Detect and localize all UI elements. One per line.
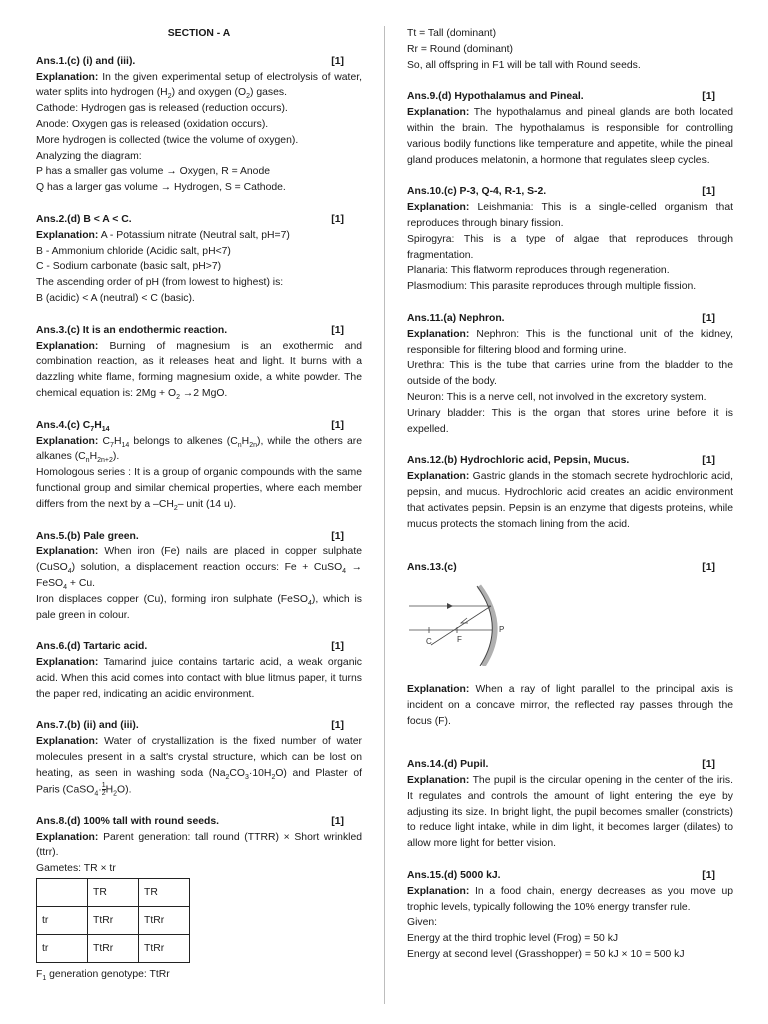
explanation-label: Explanation:	[36, 736, 99, 748]
table-cell: TR	[88, 878, 139, 906]
marks: [1]	[702, 91, 715, 103]
explanation: Explanation: $C_7H_{14}$ belongs to alkenes $(C_nH_{2n})$, while the others are alkanes $(C_nH_{2n+2})$.	[36, 435, 363, 465]
answer-heading: Ans.1.(c) (i) and (iii).	[36, 55, 136, 67]
answer-heading: Ans.6.(d) Tartaric acid.	[36, 641, 148, 653]
answer-heading: Ans.11.(a) Nephron.	[407, 312, 505, 324]
explanation: Explanation: Nephron: This is the functional unit of the kidney, responsible for filtering blood and forming urine.	[407, 328, 733, 356]
marks: [1]	[702, 562, 715, 574]
explanation-line: B - Ammonium chloride (Acidic salt, pH<7)	[36, 245, 231, 257]
answer-heading: Ans.8.(d) 100% tall with round seeds.	[36, 815, 220, 827]
table-cell: TtRr	[88, 934, 139, 962]
explanation: Explanation: Water of crystallization is the fixed number of water molecules present in a salt's crystal structure, which can be lost on heating, as seen in washing soda $(Na_2CO_3\cdot 10H_2O)$ and Plaster of Paris (CaSO$_4$· $\frac{1}{2}$ $H_2O$).	[36, 736, 363, 797]
answer-heading: Ans.2.(d) B < A < C.	[36, 213, 132, 225]
explanation-line: C - Sodium carbonate (basic salt, pH>7)	[36, 261, 222, 273]
explanation-line: Urethra: This is the tube that carries urine from the bladder to the outside of the body.	[407, 360, 733, 388]
table-row	[37, 934, 190, 962]
explanation-paragraph: Iron displaces copper (Cu), forming iron sulphate (FeSO$_4$), which is pale green in colour.	[36, 593, 362, 621]
table-cell: TR	[139, 878, 190, 906]
label-p: P	[499, 625, 505, 635]
explanation: Explanation: When a ray of light parallel to the principal axis is incident on a concave mirror, the reflected ray passes through the focus (F).	[407, 683, 733, 727]
explanation-label: Explanation:	[36, 831, 99, 843]
explanation-line: Q has a larger gas volume → Hydrogen, S = Cathode.	[36, 182, 286, 194]
explanation-label: Explanation:	[36, 546, 99, 558]
answer-10	[407, 184, 733, 295]
explanation-label: Explanation:	[407, 471, 470, 483]
answer-8-continued	[407, 26, 733, 73]
answer-2	[36, 212, 362, 307]
explanation: Explanation: Gastric glands in the stomach secrete hydrochloric acid, pepsin, and mucus. Hydrochloric acid creates an acidic environment that activates pepsin. Pepsin is an enzyme that digests proteins, while mucus protects the stomach lining from the acid.	[407, 471, 734, 530]
explanation-line: Urinary bladder: This is the organ that stores urine before it is expelled.	[407, 407, 733, 435]
concave-mirror-diagram	[407, 582, 733, 666]
answer-heading: Ans.10.(c) P-3, Q-4, R-1, S-2.	[407, 186, 547, 198]
column-divider	[384, 26, 385, 1004]
punnett-square	[36, 878, 190, 963]
explanation-label: Explanation:	[407, 202, 470, 214]
explanation: Explanation: A - Potassium nitrate (Neutral salt, pH=7)	[36, 229, 290, 241]
answer-9	[407, 89, 733, 168]
answer-heading: Ans.9.(d) Hypothalamus and Pineal.	[407, 91, 584, 103]
answer-heading: Ans.15.(d) 5000 kJ.	[407, 870, 501, 882]
explanation-line: Analyzing the diagram:	[36, 150, 142, 162]
answer-heading: Ans.4.(c) $C_7H_{14}$	[36, 419, 110, 433]
arrow-head-icon	[461, 618, 468, 623]
answer-3	[36, 323, 362, 402]
section-title: SECTION - A	[167, 28, 231, 39]
answer-14	[407, 757, 733, 852]
explanation: Explanation: The hypothalamus and pineal glands are both located within the brain. The hypothalamus is responsible for controlling various bodily functions like temperature and appetite, while the pineal gland produces melatonin, a hormone that regulates sleep cycles.	[407, 107, 733, 166]
table-cell: tr	[37, 934, 88, 962]
marks: [1]	[331, 213, 344, 225]
explanation: Explanation: When iron (Fe) nails are placed in copper sulphate (CuSO$_4$) solution, a displacement reaction occurs: Fe + CuSO$_4$ → FeSO$_4$ + Cu.	[36, 546, 362, 591]
f1-genotype-line: $F_1$ generation genotype: TtRr	[36, 968, 170, 982]
marks: [1]	[331, 324, 344, 336]
left-column	[36, 26, 362, 983]
answer-15	[407, 868, 733, 963]
answer-11	[407, 311, 733, 437]
table-cell: TtRr	[139, 934, 190, 962]
explanation-label: Explanation:	[36, 657, 99, 669]
explanation-line: Plasmodium: This parasite reproduces through multiple fission.	[407, 281, 697, 293]
explanation: Explanation: The pupil is the circular opening in the center of the iris. It regulates and controls the amount of light entering the eye by adjusting its size. In bright light, the pupil becomes smaller (constricts) to reduce light intake, while in dim light, it becomes larger (dilates) to allow more light for better vision.	[407, 775, 733, 850]
answer-8	[36, 814, 362, 983]
marks: [1]	[331, 419, 344, 431]
explanation-label: Explanation:	[36, 435, 99, 447]
answer-heading: Ans.13.(c)	[407, 562, 457, 574]
answer-12	[407, 453, 733, 532]
explanation-label: Explanation:	[407, 885, 470, 897]
explanation-paragraph: Homologous series : It is a group of organic compounds with the same functional group and similar chemical properties, where each member differs from the next by a $-CH_2-$ unit (14 u).	[36, 467, 362, 512]
answer-heading: Ans.7.(b) (ii) and (iii).	[36, 720, 139, 732]
explanation: Explanation: Parent generation: tall round (TTRR) × Short wrinkled (ttrr).	[36, 831, 363, 859]
answer-1	[36, 54, 362, 196]
answer-4	[36, 418, 362, 513]
marks: [1]	[331, 530, 344, 542]
marks: [1]	[331, 55, 344, 67]
answer-heading: Ans.14.(d) Pupil.	[407, 759, 489, 771]
table-cell: tr	[37, 906, 88, 934]
explanation: Explanation: In a food chain, energy decreases as you move up trophic levels, typically following the 10% energy transfer rule.	[407, 885, 733, 913]
answer-heading: Ans.12.(b) Hydrochloric acid, Pepsin, Mucus.	[407, 455, 630, 467]
table-cell: TtRr	[139, 906, 190, 934]
fraction: $\frac{1}{2}$	[101, 781, 106, 797]
explanation-line: More hydrogen is collected (twice the volume of oxygen).	[36, 134, 299, 146]
answer-heading: Ans.5.(b) Pale green.	[36, 530, 139, 542]
table-cell: TtRr	[88, 906, 139, 934]
explanation-line: The ascending order of pH (from lowest to highest) is:	[36, 277, 284, 289]
label-c: C	[426, 637, 432, 647]
answer-6	[36, 639, 362, 702]
explanation-line: B (acidic) < A (neutral) < C (basic).	[36, 292, 195, 304]
explanation-line: Spirogyra: This is a type of algae that reproduces through fragmentation.	[407, 233, 733, 261]
explanation-line: Given:	[407, 917, 438, 929]
explanation-line: Neuron: This is a nerve cell, not involved in the excretory system.	[407, 391, 707, 403]
marks: [1]	[702, 455, 715, 467]
explanation-line: Rr = Round (dominant)	[407, 43, 513, 55]
explanation-line: Cathode: Hydrogen gas is released (reduction occurs).	[36, 103, 288, 115]
marks: [1]	[331, 641, 344, 653]
explanation-label: Explanation:	[407, 328, 470, 340]
explanation-label: Explanation:	[407, 683, 470, 695]
explanation-line: P has a smaller gas volume → Oxygen, R = Anode	[36, 166, 271, 178]
answer-heading: Ans.3.(c) It is an endothermic reaction.	[36, 324, 228, 336]
label-f: F	[457, 635, 462, 645]
table-row	[37, 878, 190, 906]
explanation-label: Explanation:	[36, 229, 99, 241]
explanation: Explanation: Tamarind juice contains tartaric acid, a weak organic acid. When this acid comes into contact with blue litmus paper, it turns the paper red, indicating an acidic environment.	[36, 657, 362, 700]
table-row	[37, 906, 190, 934]
explanation-line: So, all offspring in F1 will be tall with Round seeds.	[407, 59, 641, 71]
explanation-line: Energy at second level (Grasshopper) = 50 kJ × 10 = 500 kJ	[407, 949, 685, 961]
explanation-label: Explanation:	[407, 107, 470, 119]
explanation: Explanation: Leishmania: This is a single-celled organism that reproduces through binary fission.	[407, 202, 733, 229]
explanation-label: Explanation:	[36, 71, 99, 83]
explanation-line: Energy at the third trophic level (Frog) = 50 kJ	[407, 933, 619, 945]
marks: [1]	[702, 186, 715, 198]
marks: [1]	[702, 870, 715, 882]
arrow-head-icon	[447, 603, 453, 609]
explanation-label: Explanation:	[36, 340, 99, 352]
explanation-line: Tt = Tall (dominant)	[407, 28, 497, 39]
answer-7	[36, 718, 362, 797]
marks: [1]	[331, 720, 344, 732]
table-cell	[37, 878, 88, 906]
answer-5	[36, 529, 362, 624]
marks: [1]	[702, 759, 715, 771]
explanation: Explanation: In the given experimental setup of electrolysis of water, water splits into hydrogen $(H_2)$ and oxygen $(O_2)$ gases.	[36, 71, 362, 101]
explanation-line: Anode: Oxygen gas is released (oxidation occurs).	[36, 118, 269, 130]
right-column	[407, 26, 733, 979]
explanation-line: Planaria: This flatworm reproduces through regeneration.	[407, 265, 670, 277]
explanation: Explanation: Burning of magnesium is an exothermic and combination reaction, as it releases heat and light. It burns with a dazzling white flame, forming magnesium oxide, a white powder. The chemical equation is: $2Mg + O_2 \to 2$ MgO.	[36, 340, 362, 402]
answer-13	[407, 560, 733, 729]
marks: [1]	[331, 815, 344, 827]
gametes-line: Gametes: TR × tr	[36, 863, 116, 875]
marks: [1]	[702, 312, 715, 324]
explanation-label: Explanation:	[407, 775, 470, 787]
